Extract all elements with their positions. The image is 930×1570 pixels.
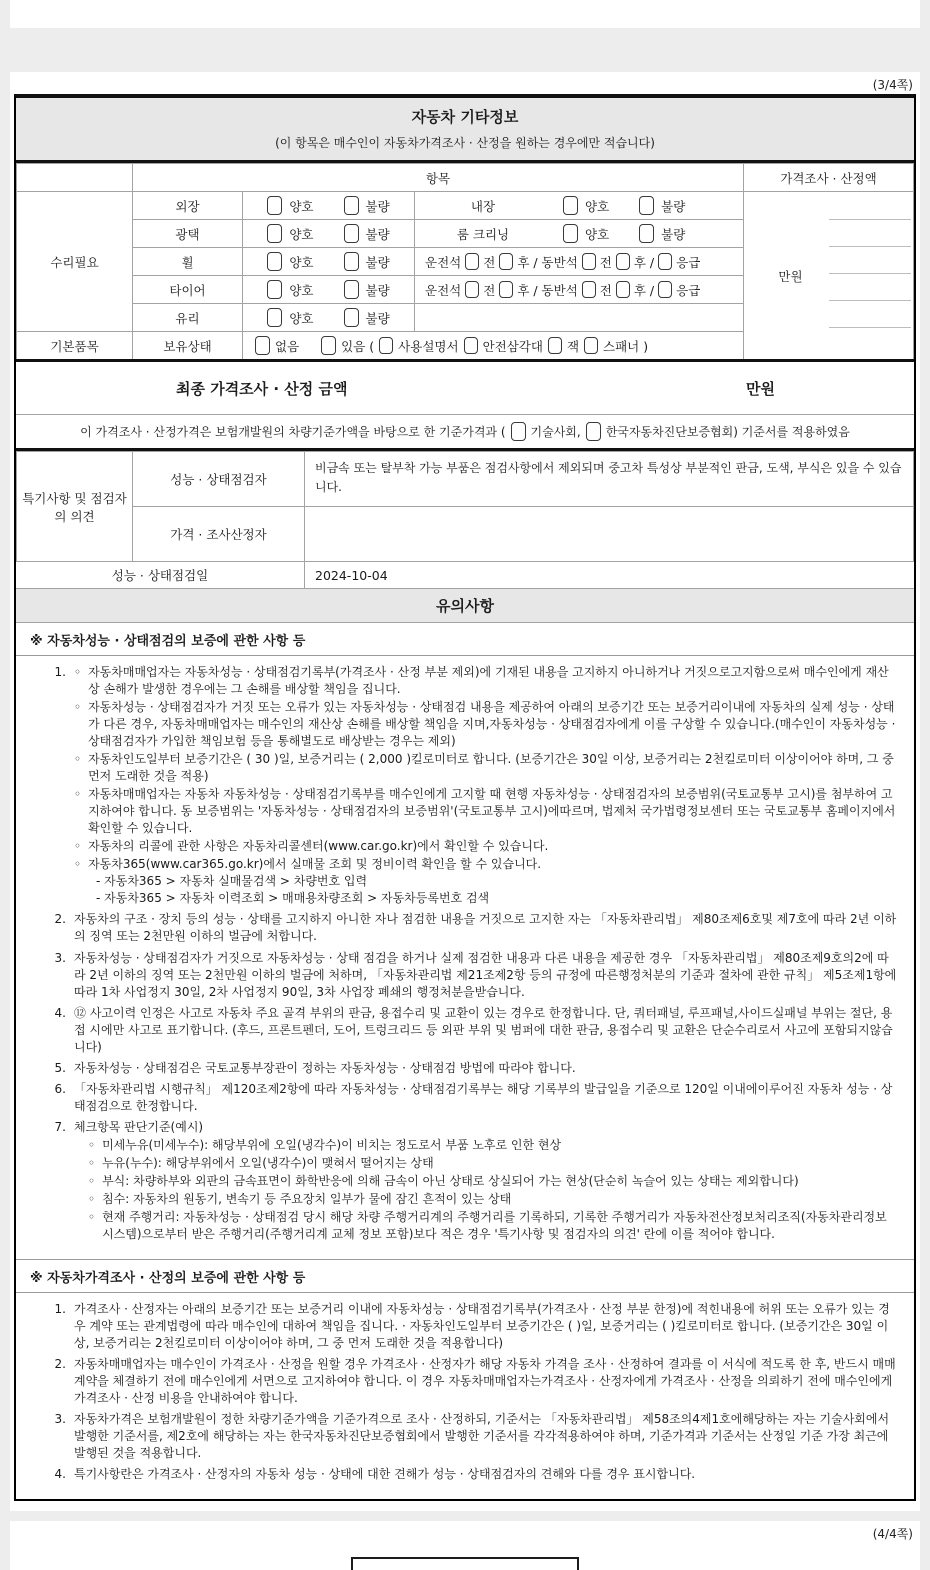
option-label: 불량 [365,198,390,214]
row-label-glass: 유리 [133,304,243,332]
option-label: 양호 [289,254,314,270]
note-item-number: 1. [54,665,66,679]
amount-line [829,219,912,220]
row-label-holding: 보유상태 [133,332,243,361]
note-item-number: 5. [54,1060,66,1075]
note-bullet: ◦ 자동차인도일부터 보증기간은 ( 30 )일, 보증거리는 ( 2,000 )킬로미터로 합니다. (보증기간은 30일 이상, 보증거리는 2천킬로미터 이상이어야 하며, 그 중 먼저 도래한 것을 적용) [74,751,898,785]
inspector-note: 비금속 또는 탈부착 가능 부품은 점검사항에서 제외되며 중고차 특성상 부분적인 판금, 도색, 부식은 있을 수 있습니다. [305,452,914,507]
note-bullet: ◦ 자동차성능 · 상태점검자가 거짓 또는 오류가 있는 자동차성능 · 상태점검 내용을 제공하여 아래의 보증기간 또는 보증거리이내에 자동차의 실제 성능 · 상태가 다른 경우, 자동차매매업자는 매수인의 재산상 손해를 배상할 책임을 지며,자동차성능 · 상태점검자에게 이를 구상할 수 있습니다.(매수인이 자동차성능 · 상태점검자가 가입한 책임보험 등을 통해별도로 배상받는 경우는 제외) [74,699,898,750]
category-repair-label: 수리필요 [17,192,133,332]
note-text: ⑫ 사고이력 인정은 사고로 자동차 주요 골격 부위의 판금, 용접수리 및 교환이 있는 경우로 한정합니다. 단, 쿼터패널, 루프패널,사이드실패널 부위는 절단, 용접 시에만 사고로 표기합니다. (후드, 프론트펜더, 도어, 트렁크리드 등 외판 부위 및 범퍼에 대한 판금, 용접수리 및 교환은 단순수리로서 사고에 포함되지않습니다) [74,1005,893,1054]
checkbox-basic-manual[interactable] [379,337,393,354]
basic-label: 없음 [275,338,300,354]
note-item-number: 2. [54,1357,66,1372]
amount-line [829,300,912,301]
form-title-block [16,98,914,163]
page-gap [0,28,930,72]
standard-note-pre: 이 가격조사 · 산정가격은 보험개발원의 차량기준가액을 바탕으로 한 기준가격과 ( [80,425,506,439]
seat-label: 전 [483,254,496,270]
note-item-number: 2. [54,912,66,927]
seat-label: 전 [599,254,612,270]
notice-section2-body [16,1293,914,1499]
seat-label: 응급 [676,282,701,298]
previous-page-bottom [10,0,920,28]
note-item-number: 6. [54,1081,66,1096]
note-text: 특기사항란은 가격조사 · 산정자의 자동차 성능 · 상태에 대한 견해가 성능 · 상태점검자의 견해와 다를 경우 표시합니다. [74,1467,696,1482]
row-label-tire: 타이어 [133,276,243,304]
basic-label: 스패너 ) [603,338,649,354]
basic-label: 잭 [566,338,580,354]
checkbox-glass-bad[interactable] [344,308,359,327]
column-header-item: 항목 [133,164,744,192]
amount-line [829,327,912,328]
option-label: 양호 [585,198,610,214]
note-item [44,1466,898,1483]
note-item [44,1356,898,1407]
note-bullet: ◦ 자동차매매업자는 자동차성능 · 상태점검기록부(가격조사 · 산정 부분 제외)에 기재된 내용을 고지하지 아니하거나 거짓으로고지함으로써 매수인에게 재산상 손해가 발생한 경우에는 그 손해를 배상할 책임을 집니다. [74,664,898,698]
check-date-label: 성능 · 상태점검일 [16,562,305,588]
seat-label: 운전석 [425,282,462,298]
checkbox-tire-bad[interactable] [344,280,359,299]
seat-label: 후 / [633,254,655,270]
option-label: 불량 [365,226,390,242]
note-bullet: ◦ 현재 주행거리: 자동차성능 · 상태점검 당시 해당 차량 주행거리계의 주행거리를 기록하되, 기록한 주행거리가 자동차전산정보처리조직(자동차관리정보시스템)으로부터 받은 주행거리(주행거리계 교체 정보 포함)보다 적은 경우 '특기사항 및 점검자의 의견' 란에 이를 적어야 합니다. [88,1209,898,1243]
row-label-wheel: 휠 [133,248,243,276]
final-price-unit: 만원 [746,379,775,398]
note-item-number: 4. [54,1005,66,1020]
option-label: 양호 [289,198,314,214]
checkbox-tire-passenger-front[interactable] [582,281,596,298]
page-4 [10,1521,920,1570]
basic-label: 안전삼각대 [482,338,543,354]
checkbox-polish-bad[interactable] [344,224,359,243]
checkbox-standard-tech-assoc[interactable] [511,422,526,441]
note-text: 자동차의 구조 · 장치 등의 성능 · 상태를 고지하지 아니한 자나 점검한 내용을 거짓으로 고지한 자는 「자동차관리법」 제80조제6호및 제7호에 따라 2년 이하의 징역 또는 2천만원 이하의 벌금에 처합니다. [74,912,897,944]
seat-label: 후 / [633,282,655,298]
notice-section2-title: ※ 자동차가격조사 · 산정의 보증에 관한 사항 등 [16,1259,914,1293]
seat-label: 전 [599,282,612,298]
note-item [44,1060,898,1077]
checkbox-wheel-driver-rear[interactable] [499,253,513,270]
amount-line [829,246,912,247]
checkbox-wheel-driver-front[interactable] [465,253,479,270]
empty-header-cell [17,164,133,192]
unit-label: 만원 [778,268,803,284]
option-label: 불량 [365,310,390,326]
next-page-box [351,1557,579,1570]
vehicle-other-info-table [14,94,916,1501]
column-header-price: 가격조사 · 산정액 [744,164,914,192]
appraiser-note [305,507,914,562]
note-item [44,1081,898,1115]
option-label: 양호 [585,226,610,242]
option-label: 불량 [661,198,686,214]
checkbox-wheel-passenger-rear[interactable] [616,253,630,270]
note-text: 자동차매매업자는 매수인이 가격조사 · 산정을 원할 경우 가격조사 · 산정자가 해당 자동차 가격을 조사 · 산정하여 결과를 이 서식에 적도록 한 후, 반드시 매매계약을 체결하기 전에 매수인에게 서면으로 고지하여야 합니다. 이 경우 자동차매매업자는가격조사 · 산정자에게 가격조사 · 산정을 의뢰하기 전에 매수인에게 가격조사 · 산정 비용을 안내하여야 합니다. [74,1357,896,1406]
special-opinion-table [16,451,914,562]
note-bullet: ◦ 자동차의 리콜에 관한 사항은 자동차리콜센터(www.car.go.kr)에서 확인할 수 있습니다. [74,838,898,855]
option-label: 양호 [289,282,314,298]
checkbox-standard-kada[interactable] [586,422,601,441]
note-text: 자동차성능 · 상태점검자가 거짓으로 자동차성능 · 상태 점검을 하거나 실제 점검한 내용과 다른 내용을 제공한 경우 「자동차관리법」 제80조제9호의2에 따라 2년 이하의 징역 또는 2천만원 이하의 벌금에 처하며, 「자동차관리법 제21조제2항 등의 규정에 따른행정처분의 기준과 절차에 관한 규칙」 제5조제1항에 따라 1차 사업정지 30일, 2차 사업정지 90일, 3차 사업장 폐쇄의 행정처분을받습니다. [74,950,897,999]
checkbox-exterior-good[interactable] [267,196,282,215]
category-basic-label: 기본품목 [17,332,133,361]
special-opinion-label: 특기사항 및 점검자의 의견 [17,452,133,562]
final-price-label: 최종 가격조사 · 산정 금액 [176,379,348,398]
checkbox-exterior-bad[interactable] [344,196,359,215]
notice-section1-body [16,656,914,1259]
checkbox-polish-good[interactable] [267,224,282,243]
row-label-exterior: 외장 [133,192,243,220]
notice-section1-title: ※ 자동차성능 · 상태점검의 보증에 관한 사항 등 [16,623,914,656]
row-label-interior: 내장 [470,198,496,214]
note-text: 자동차가격은 보험개발원이 정한 차량기준가액을 기준가격으로 조사 · 산정하되, 기준서는 「자동차관리법」 제58조의4제1호에해당하는 자는 기술사회에서 발행한 기준서를, 제2호에 해당하는 자는 한국자동차진단보증협회에서 발행한 기준서를 각각적용하여야 하며, 기준가격과 기준서는 산정일 기준 가장 최근에 발행된 것을 적용합니다. [74,1412,890,1461]
basic-label: 사용설명서 [398,338,459,354]
final-price-row [16,362,914,415]
checkbox-tire-driver-front[interactable] [465,281,479,298]
check-date-row [16,562,914,589]
checkbox-roomcleaning-bad[interactable] [639,224,654,243]
checkbox-tire-passenger-rear[interactable] [616,281,630,298]
note-text: 가격조사 · 산정자는 아래의 보증기간 또는 보증거리 이내에 자동차성능 · 상태점검기록부(가격조사 · 산정 부분 한정)에 적힌내용에 허위 또는 오류가 있는 경우 계약 또는 관계법령에 따라 매수인에 대하여 책임을 집니다. · 자동차인도일부터 보증기간은 ( )일, 보증거리는 ( )킬로미터로 합니다. (보증기간은 30일 이상, 보증거리는 2천킬로미터 이상이어야 하며, 그 중 먼저 도래한 것을 적용합니다) [74,1302,890,1351]
note-bullet: ◦ 누유(누수): 해당부위에서 오일(냉각수)이 맺혀서 떨어지는 상태 [88,1155,898,1172]
form-subtitle: (이 항목은 매수인이 자동차가격조사 · 산정을 원하는 경우에만 적습니다) [275,136,655,150]
option-label: 양호 [289,226,314,242]
inspector-label: 성능 · 상태점검자 [133,452,305,507]
note-item-number: 3. [54,950,66,965]
note-item [44,950,898,1001]
notices [16,623,914,1499]
check-date-value: 2024-10-04 [315,567,388,583]
basic-label: 있음 ( [341,338,375,354]
note-subline: - 자동차365 > 자동차 이력조회 > 매매용차량조회 > 자동차등록번호 검색 [96,891,490,906]
checkbox-roomcleaning-good[interactable] [563,224,578,243]
notice-title: 유의사항 [16,589,914,623]
note-bullet: ◦ 침수: 자동차의 원동기, 변속기 등 주요장치 일부가 물에 잠긴 흔적이 있는 상태 [88,1191,898,1208]
seat-label: 전 [483,282,496,298]
appraisal-amount-cell [744,192,914,361]
seat-label: 후 / 동반석 [517,254,578,270]
checkbox-tire-driver-rear[interactable] [499,281,513,298]
note-item-number: 3. [54,1412,66,1427]
note-item [44,1301,898,1352]
note-item-number: 1. [54,1302,66,1316]
option-label: 양호 [289,310,314,326]
checkbox-interior-good[interactable] [563,196,578,215]
checkbox-basic-jack[interactable] [548,337,562,354]
page-gap [0,1511,930,1521]
note-item [44,1005,898,1056]
checkbox-glass-good[interactable] [267,308,282,327]
note-item-number: 4. [54,1467,66,1482]
checkbox-basic-spanner[interactable] [584,337,598,354]
row-label-room-cleaning: 룸 크리닝 [456,226,510,242]
note-subline: - 자동차365 > 자동차 실매물검색 > 차량번호 입력 [96,874,368,889]
note-bullet: ◦ 미세누유(미세누수): 해당부위에 오일(냉각수)이 비치는 정도로서 부품 노후로 인한 현상 [88,1137,898,1154]
checkbox-basic-none[interactable] [255,336,270,355]
standard-note-a: 기술사회, [530,425,581,439]
option-label: 불량 [365,254,390,270]
seat-label: 후 / 동반석 [517,282,578,298]
page-3 [10,72,920,1511]
checkbox-wheel-passenger-front[interactable] [582,253,596,270]
checkbox-tire-emergency[interactable] [658,281,672,298]
note-item [44,1119,898,1243]
amount-line [829,273,912,274]
page-marker: (3/4쪽) [872,78,913,92]
seat-label: 운전석 [425,254,462,270]
note-text: 체크항목 판단기준(예시) [74,1119,204,1134]
page-marker: (4/4쪽) [872,1527,913,1542]
option-label: 불량 [661,226,686,242]
checkbox-basic-triangle[interactable] [464,337,478,354]
note-item [44,664,898,907]
note-item [44,911,898,945]
checkbox-tire-good[interactable] [267,280,282,299]
checkbox-wheel-good[interactable] [267,252,282,271]
checkbox-basic-have[interactable] [321,336,336,355]
note-text: 자동차성능 · 상태점검은 국토교통부장관이 정하는 자동차성능 · 상태점검 방법에 따라야 합니다. [74,1060,576,1075]
checkbox-wheel-emergency[interactable] [658,253,672,270]
note-bullet: ◦ 부식: 차량하부와 외판의 금속표면이 화학반응에 의해 금속이 아닌 상태로 상실되어 가는 현상(단순히 녹슬어 있는 상태는 제외합니다) [88,1173,898,1190]
repair-check-grid [16,163,914,362]
note-bullet: ◦ 자동차365(www.car365.go.kr)에서 실매물 조회 및 정비이력 확인을 할 수 있습니다. [74,856,898,873]
row-label-polish: 광택 [133,220,243,248]
note-text: 「자동차관리법 시행규칙」 제120조제2항에 따라 자동차성능 · 상태점검기록부는 해당 기록부의 발급일을 기준으로 120일 이내에이루어진 자동차 성능 · 상태점검으로 한정합니다. [74,1081,893,1113]
standard-note-row [16,415,914,451]
empty-cell [415,304,744,332]
standard-note-b: 한국자동차진단보증협회) 기준서를 적용하였음 [605,425,850,439]
option-label: 불량 [365,282,390,298]
note-bullet: ◦ 자동차매매업자는 자동차 자동차성능 · 상태점검기록부를 매수인에게 고지할 때 현행 자동차성능 · 상태점검자의 보증범위(국토교통부 고시)를 첨부하여 고지하여야 합니다. 동 보증범위는 '자동차성능 · 상태점검자의 보증범위'(국토교통부 고시)에따르며, 법제처 국가법령정보센터 또는 국토교통부 홈페이지에서 확인할 수 있습니다. [74,786,898,837]
note-item [44,1411,898,1462]
appraiser-label: 가격 · 조사산정자 [133,507,305,562]
note-item-number: 7. [54,1119,66,1134]
form-title: 자동차 기타정보 [411,108,519,126]
checkbox-wheel-bad[interactable] [344,252,359,271]
checkbox-interior-bad[interactable] [639,196,654,215]
seat-label: 응급 [676,254,701,270]
